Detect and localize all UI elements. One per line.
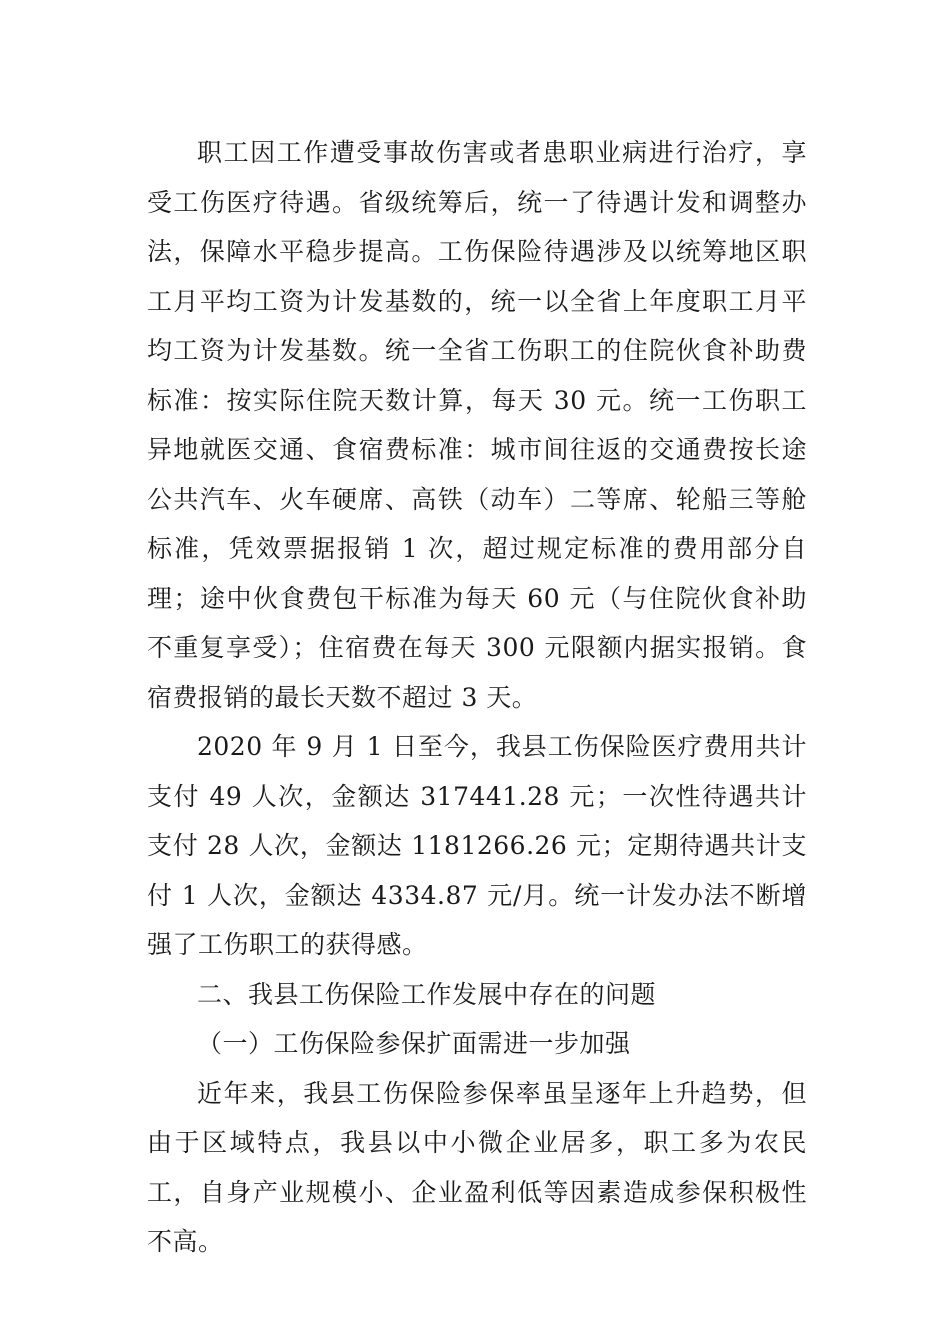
document-body (147, 128, 807, 1267)
paragraph-enrollment-issues: 近年来，我县工伤保险参保率虽呈逐年上升趋势，但由于区域特点，我县以中小微企业居多，职工多为农民工，自身产业规模小、企业盈利低等因素造成参保积极性不高。 (147, 1078, 807, 1256)
section-heading: 二、我县工伤保险工作发展中存在的问题 (197, 979, 657, 1009)
paragraph-payment-statistics: 2020 年 9 月 1 日至今，我县工伤保险医疗费用共计支付 49 人次，金额达 317441.28 元；一次性待遇共计支付 28 人次，金额达 1181266.26 元；定期待遇共计支付 1 人次，金额达 4334.87 元/月。统一计发办法不断增强了工伤职工的获得感。 (147, 732, 807, 959)
subsection-heading: （一）工伤保险参保扩面需进一步加强 (197, 1029, 631, 1058)
paragraph-treatment-standards: 职工因工作遭受事故伤害或者患职业病进行治疗，享受工伤医疗待遇。省级统筹后，统一了待遇计发和调整办法，保障水平稳步提高。工伤保险待遇涉及以统筹地区职工月平均工资为计发基数的，统一以全省上年度职工月平均工资为计发基数。统一全省工伤职工的住院伙食补助费标准：按实际住院天数计算，每天 30 元。统一工伤职工异地就医交通、食宿费标准：城市间往返的交通费按长途公共汽车、火车硬席、高铁（动车）二等席、轮船三等舱标准，凭效票据报销 1 次，超过规定标准的费用部分自理；途中伙食费包干标准为每天 60 元（与住院伙食补助不重复享受）；住宿费在每天 300 元限额内据实报销。食宿费报销的最长天数不超过 3 天。 (147, 138, 807, 712)
